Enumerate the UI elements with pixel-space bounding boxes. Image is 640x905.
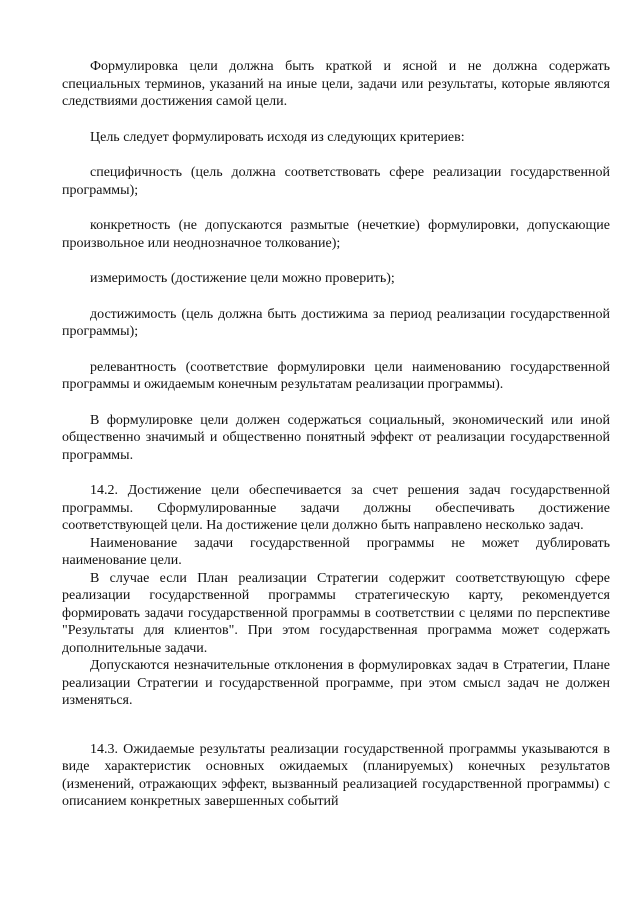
paragraph-criterion-measurability: измеримость (достижение цели можно проверить); xyxy=(90,271,395,286)
paragraph-goal-effect: В формулировке цели должен содержаться социальный, экономический или иной общественно значимый и общественно понятный эффект от реализации государственной программы. xyxy=(62,412,610,463)
paragraph-criterion-specificity: специфичность (цель должна соответствовать сфере реализации государственной программы); xyxy=(62,165,610,198)
paragraph-deviations: Допускаются незначительные отклонения в формулировках задач в Стратегии, Плане реализации Стратегии и государственной программе, при этом смысл задач не должен изменяться. xyxy=(62,658,610,708)
paragraph-criterion-achievability: достижимость (цель должна быть достижима за период реализации государственной программы); xyxy=(62,306,610,339)
paragraph-section-14-3: 14.3. Ожидаемые результаты реализации государственной программы указываются в виде характеристик основных ожидаемых (планируемых) конечных результатов (изменений, отражающих эффект, вызванный реализацией государственной программы) с описанием конкретных завершенных событий xyxy=(62,741,610,809)
paragraph-criterion-concreteness: конкретность (не допускаются размытые (нечеткие) формулировки, допускающие произвольное или неоднозначное толкование); xyxy=(62,218,610,251)
paragraph-task-naming: Наименование задачи государственной программы не может дублировать наименование цели. xyxy=(62,535,610,568)
document-page xyxy=(62,58,610,811)
paragraph-criteria-intro: Цель следует формулировать исходя из следующих критериев: xyxy=(90,129,465,145)
paragraph-goal-formulation: Формулировка цели должна быть краткой и ясной и не должна содержать специальных терминов, указаний на иные цели, задачи или результаты, которые являются следствиями достижения самой цели. xyxy=(62,59,610,109)
paragraph-criterion-relevance: релевантность (соответствие формулировки цели наименованию государственной программы и ожидаемым конечным результатам реализации программы). xyxy=(62,359,610,392)
paragraph-strategy-map: В случае если План реализации Стратегии содержит соответствующую сфере реализации государственной программы стратегическую карту, рекомендуется формировать задачи государственной программы в соответствии с целями по перспективе "Результаты для клиентов". При этом государственная программа может содержать дополнительные задачи. xyxy=(62,570,610,656)
paragraph-section-14-2: 14.2. Достижение цели обеспечивается за счет решения задач государственной программы. Сформулированные задачи должны обеспечивать достижение соответствующей цели. На достижение цели должно быть направлено несколько задач. xyxy=(62,483,610,533)
